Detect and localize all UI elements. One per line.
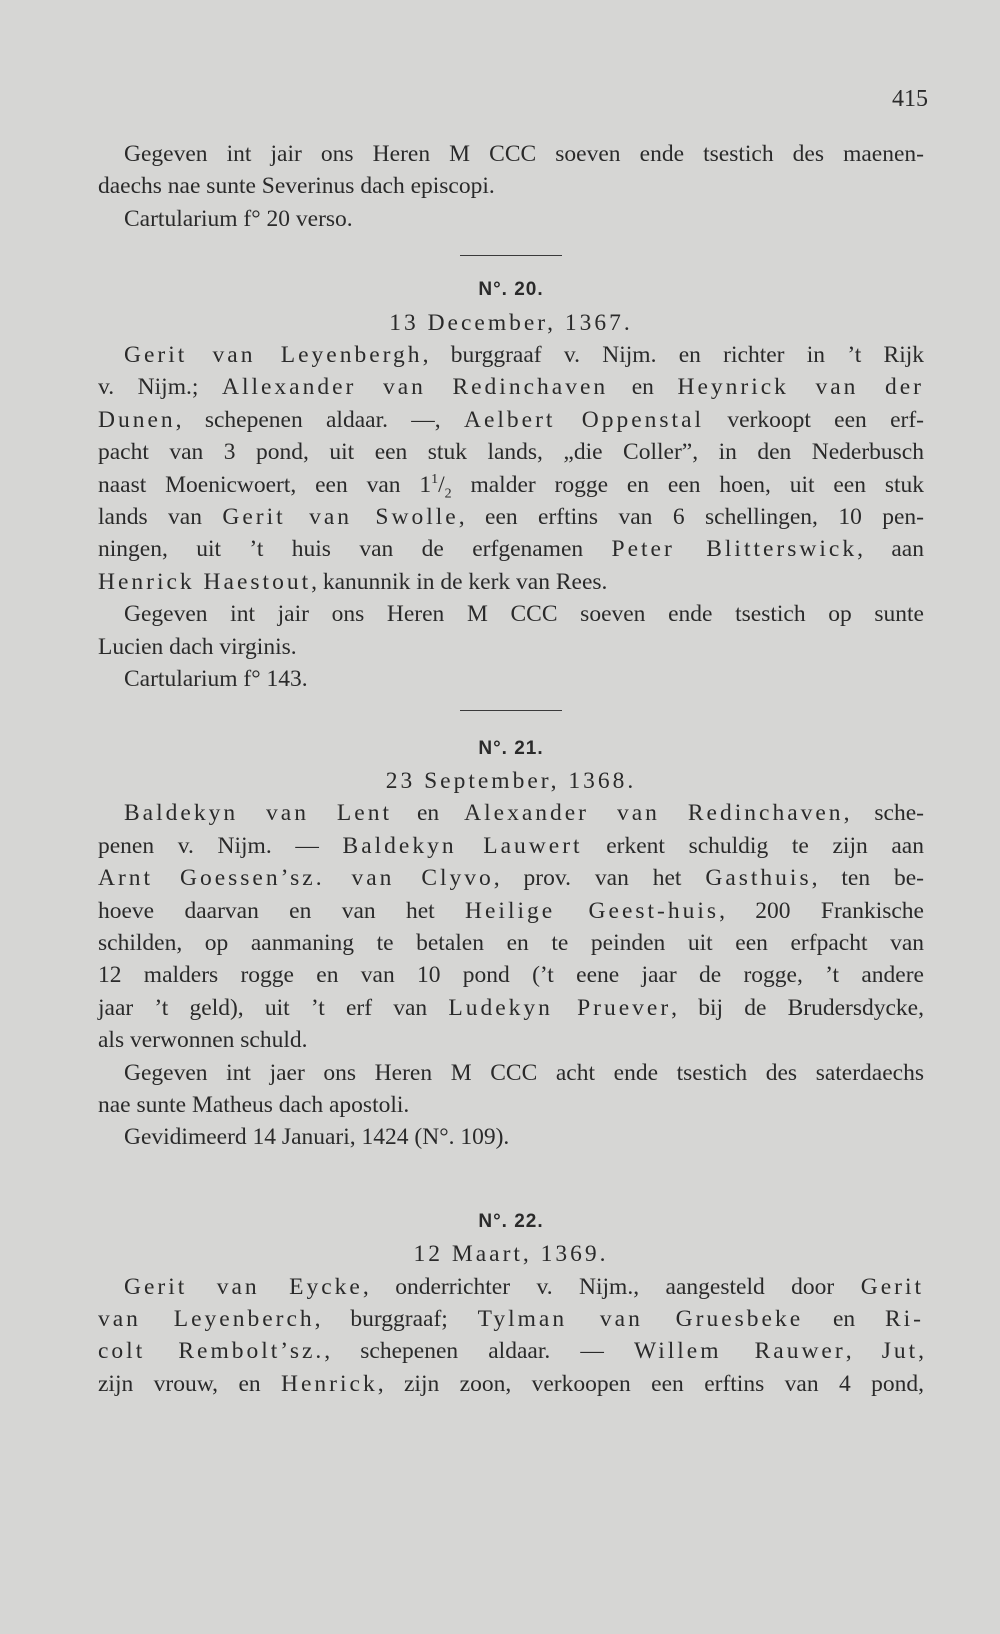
entry-source: Gevidimeerd 14 Januari, 1424 (N°. 109). [124, 1124, 510, 1151]
entry-line [98, 992, 924, 1024]
entry-date: 13 December, 1367. [389, 309, 633, 336]
person-name: Aelbert Oppenstal [463, 406, 705, 433]
fraction-numerator: 1 [431, 471, 439, 487]
entry-line [98, 371, 924, 403]
place-name: Gasthuis [705, 865, 812, 892]
entry-line [98, 1368, 924, 1400]
text-fragment: , schepenen aldaar. —, [175, 406, 464, 433]
page-number: 415 [892, 86, 928, 112]
text-fragment: , prov. van het [493, 865, 706, 892]
entry-line [98, 1303, 924, 1335]
text-fragment: , kanunnik in de kerk van Rees. [311, 568, 608, 595]
entry-line [98, 469, 924, 501]
place-name: Heilige Geest-huis [465, 897, 720, 924]
text-fragment: zijn vrouw, en [98, 1370, 282, 1397]
text-fragment: , [845, 1338, 882, 1365]
person-name: Alexander van Redinchaven [464, 800, 844, 827]
text-fragment: jaar ’t geld), uit ’t erf van [98, 994, 449, 1021]
entry-line [98, 1271, 924, 1303]
person-name: Gerit [860, 1273, 925, 1300]
text-fragment: , zijn zoon, verkoopen een erftins van 4 pond, [377, 1370, 924, 1397]
text-fragment: en [608, 374, 678, 401]
person-name: Gerit van Leyenbergh [124, 342, 423, 369]
text-fragment: verkoopt een erf- [704, 406, 924, 433]
text-fragment: , schepenen aldaar. — [324, 1338, 634, 1365]
entry-line [98, 566, 924, 598]
entry-line [98, 830, 924, 862]
intro-line: daechs nae sunte Severinus dach episcopi. [98, 173, 495, 200]
text-fragment: ningen, uit ’t huis van de erfgenamen [98, 536, 612, 563]
person-name: Jut [881, 1338, 919, 1365]
text-fragment: , burggraaf; [314, 1306, 478, 1332]
text-fragment: hoeve daarvan en van het [98, 897, 466, 924]
entry-line [98, 1335, 924, 1367]
page-text [98, 138, 924, 1400]
text-fragment: , een erftins van 6 schellingen, 10 pen- [458, 504, 924, 531]
person-name: Gerit van Swolle [222, 504, 459, 531]
person-name: Allexander van Redinchaven [221, 374, 609, 401]
person-name: Ludekyn Pruever [448, 994, 672, 1021]
entry-line: als verwonnen schuld. [98, 1027, 308, 1054]
entry-22 [98, 1206, 924, 1400]
text-fragment: malder rogge en een hoen, uit een stuk [451, 471, 924, 498]
person-name: Dunen [98, 406, 176, 433]
person-name: Arnt Goessen’sz. van Clyvo [98, 865, 494, 892]
person-name: Gerit van Eycke [124, 1273, 363, 1300]
entry-line [98, 501, 924, 533]
entry-20 [98, 274, 924, 695]
person-name: Heynrick van der [677, 374, 924, 401]
person-name: Henrick [281, 1370, 378, 1397]
text-fragment: lands van [98, 504, 223, 531]
intro-source: Cartularium f° 20 verso. [124, 205, 353, 232]
text-fragment: , bij de Brudersdycke, [671, 994, 924, 1021]
entry-line [98, 895, 924, 927]
text-fragment: en [392, 800, 465, 827]
text-fragment: penen v. Nijm. — [98, 832, 343, 859]
entry-given: nae sunte Matheus dach apostoli. [98, 1091, 410, 1118]
fraction-slash: / [438, 471, 445, 498]
entry-date: 12 Maart, 1369. [413, 1241, 609, 1268]
text-fragment: naast Moenicwoert, een van 1 [98, 471, 432, 498]
entry-21 [98, 733, 924, 1154]
entry-given: Gegeven int jair ons Heren M CCC soeven ende tsestich op sunte [124, 601, 924, 628]
entry-line: pacht van 3 pond, uit een stuk lands, „die Coller”, in den Nederbusch [98, 439, 924, 466]
person-name: Baldekyn Lauwert [342, 832, 583, 859]
text-fragment: , ten be- [811, 865, 924, 892]
entry-line [98, 404, 924, 436]
person-name: Ri- [884, 1306, 924, 1332]
person-name: Henrick Haestout [98, 568, 312, 595]
text-fragment: , burggraaf v. Nijm. en richter in ’t Rijk [422, 342, 925, 369]
entry-date: 23 September, 1368. [385, 767, 637, 794]
text-fragment: erkent schuldig te zijn aan [582, 832, 924, 859]
entry-number: N°. 22. [478, 1210, 544, 1232]
person-name: Baldekyn van Lent [124, 800, 393, 827]
person-name: Willem Rauwer [633, 1338, 846, 1365]
text-fragment: , aan [857, 536, 924, 563]
text-fragment: , onderrichter v. Nijm., aangesteld door [362, 1273, 861, 1300]
entry-given: Lucien dach virginis. [98, 633, 297, 660]
entry-line [98, 862, 924, 894]
entry-line [98, 533, 924, 565]
text-fragment: en [803, 1306, 885, 1332]
entry-given: Gegeven int jaer ons Heren M CCC acht ende tsestich des saterdaechs [124, 1059, 924, 1086]
text-fragment: , sche- [843, 800, 924, 827]
text-fragment: , 200 Frankische [719, 897, 924, 924]
person-name: Peter Blitterswick [611, 536, 858, 563]
person-name: van Leyenberch [98, 1306, 315, 1332]
fraction-denominator: 2 [444, 486, 452, 502]
intro-block [98, 138, 924, 235]
entry-line: schilden, op aanmaning te betalen en te peinden uit een erfpacht van [98, 929, 924, 956]
entry-number: N°. 20. [478, 279, 544, 301]
entry-number: N°. 21. [478, 737, 544, 759]
person-name: colt Rembolt’sz. [98, 1338, 325, 1365]
entry-line: 12 malders rogge en van 10 pond (’t eene jaar de rogge, ’t andere [98, 962, 924, 989]
entry-source: Cartularium f° 143. [124, 666, 308, 693]
entry-line [98, 797, 924, 829]
entry-line [98, 339, 924, 371]
person-name: Tylman van Gruesbeke [477, 1306, 804, 1332]
text-fragment: v. Nijm.; [98, 374, 222, 401]
intro-line: Gegeven int jair ons Heren M CCC soeven ende tsestich des maenen- [124, 141, 924, 167]
text-fragment: , [918, 1338, 924, 1365]
